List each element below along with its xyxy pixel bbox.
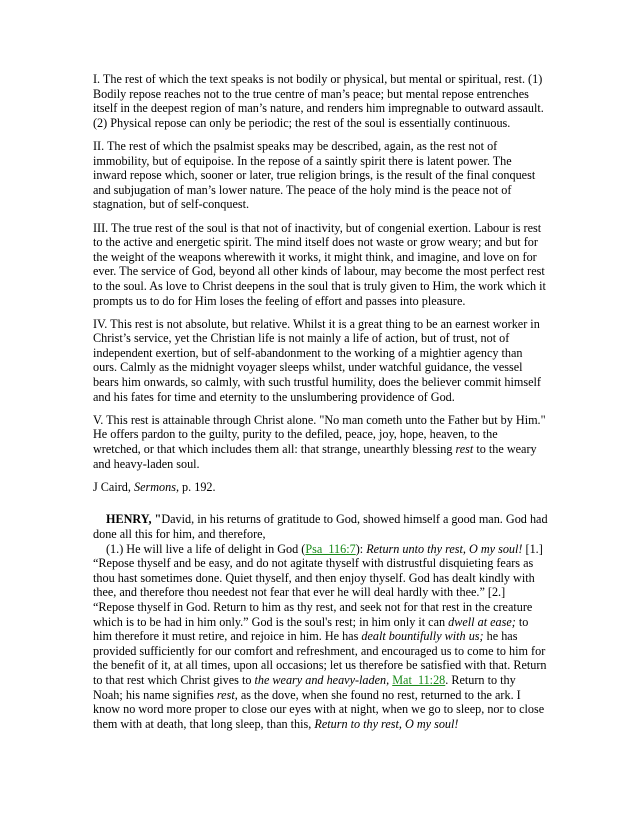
henry-commentary (93, 512, 548, 731)
henry-italic-final: Return to thy rest, O my soul! (314, 716, 459, 731)
scripture-link-mat-11-28[interactable]: Mat_11:28 (392, 672, 446, 687)
paragraph-5-tail: to the weary and heavy-laden soul. (93, 442, 537, 471)
henry-name: HENRY, " (106, 512, 162, 527)
paragraph-2: II. The rest of which the psalmist speaks may be described, again, as the rest not of immobility, but of equipoise. In the repose of a saintly spirit there is latent power. The inward repose which, sooner or later, true religion brings, is the result of the final conquest and subjugation of man’s lower nature. The peace of the holy mind is the peace not of stagnation, but of self-conquest. (93, 138, 536, 212)
henry-intro (93, 512, 548, 541)
scripture-link-psa-116-7[interactable]: Psa_116:7 (305, 541, 356, 556)
henry-italic-dealt: dealt bountifully with us; (361, 629, 484, 644)
paragraph-1: I. The rest of which the text speaks is not bodily or physical, but mental or spiritual, rest. (1) Bodily repose reaches not to the true centre of man’s peace; but mental repose entrenches itself in the deepest region of man’s nature, and renders him impregnable to outward assault. (2) Physical repose can only be periodic; the rest of the soul is essentially continuous. (93, 72, 544, 130)
henry-intro-text: David, in his returns of gratitude to God, showed himself a good man. God had done all this for him, and therefore, (93, 512, 548, 541)
henry-p1-after-ref: ): (355, 541, 367, 556)
henry-p1-body1: [1.] “Repose thyself and be easy, and do not agitate thyself with distrustful disquieting fears as thou hast sometimes done. Quiet thyself, and then enjoy thyself. God has dealt kindly with thee, and therefore thou needest not fear that ever he will deal hardly with thee.” [2.] “Repose thyself in God. Return to him as thy rest, and seek not for that rest in the creature which is to be had in him only.” God is the soul's rest; in him only it can (93, 541, 543, 629)
paragraph-4: IV. This rest is not absolute, but relative. Whilst it is a great thing to be an earnest worker in Christ’s service, yet the Christian life is not mainly a life of action, but of trust, not of independent exertion, but of self-abandonment to the working of a mightier agency than ours. Calmly as the midnight voyager sleeps whilst, under watchful guidance, the vessel bears him onwards, so calmly, with such trustful humility, does the believer commit himself and his fates for time and eternity to the unslumbering providence of God. (93, 316, 541, 404)
citation (93, 480, 548, 495)
henry-p1-body3: he has provided sufficiently for our comfort and refreshment, and encouraged us to come to him for the benefit of it, at all times, upon all occasions; let us therefore be satisfied with that. Return to that rest which Christ gives to (93, 629, 547, 687)
henry-p1-body4: . Return to thy Noah; his name signifies (93, 672, 516, 702)
citation-work: Sermons, (133, 479, 179, 494)
paragraph-3: III. The true rest of the soul is that not of inactivity, but of congenial exertion. Labour is rest to the active and energetic spirit. The mind itself does not waste or grow weary; and but for the weight of the weapons wherewith it works, it might think, and imagine, and love on for ever. The service of God, beyond all other kinds of labour, may become the most perfect rest to the soul. As love to Christ deepens in the soul that is truly given to Him, the work which it prompts us to do for Him loses the feeling of effort and passes into pleasure. (93, 220, 546, 308)
henry-point-1 (93, 542, 548, 732)
citation-author: J Caird, (93, 479, 134, 494)
paragraph-5-italic: rest (455, 442, 474, 457)
document-page (93, 72, 548, 731)
paragraph-5 (93, 413, 548, 471)
citation-page: p. 192. (179, 479, 216, 494)
henry-italic-dwell: dwell at ease; (448, 614, 516, 629)
henry-italic-weary: the weary and heavy-laden, (254, 672, 390, 687)
henry-italic-rest: rest, (216, 687, 238, 702)
henry-p1-lead: (1.) He will live a life of delight in God ( (106, 541, 306, 556)
henry-p1-body2: to him therefore it must retire, and rejoice in him. He has (93, 614, 529, 644)
henry-quote-1: Return unto thy rest, O my soul! (366, 541, 523, 556)
paragraph-5-text: V. This rest is attainable through Christ alone. "No man cometh unto the Father but by Him." He offers pardon to the guilty, purity to the defiled, peace, joy, hope, heaven, to the wretched, or that which includes them all: that strange, unearthly blessing (93, 412, 546, 457)
henry-p1-body5: as the dove, when she found no rest, returned to the ark. I know no word more proper to close our eyes with at night, when we go to sleep, nor to close them with at death, that long sleep, than this, (93, 687, 545, 731)
